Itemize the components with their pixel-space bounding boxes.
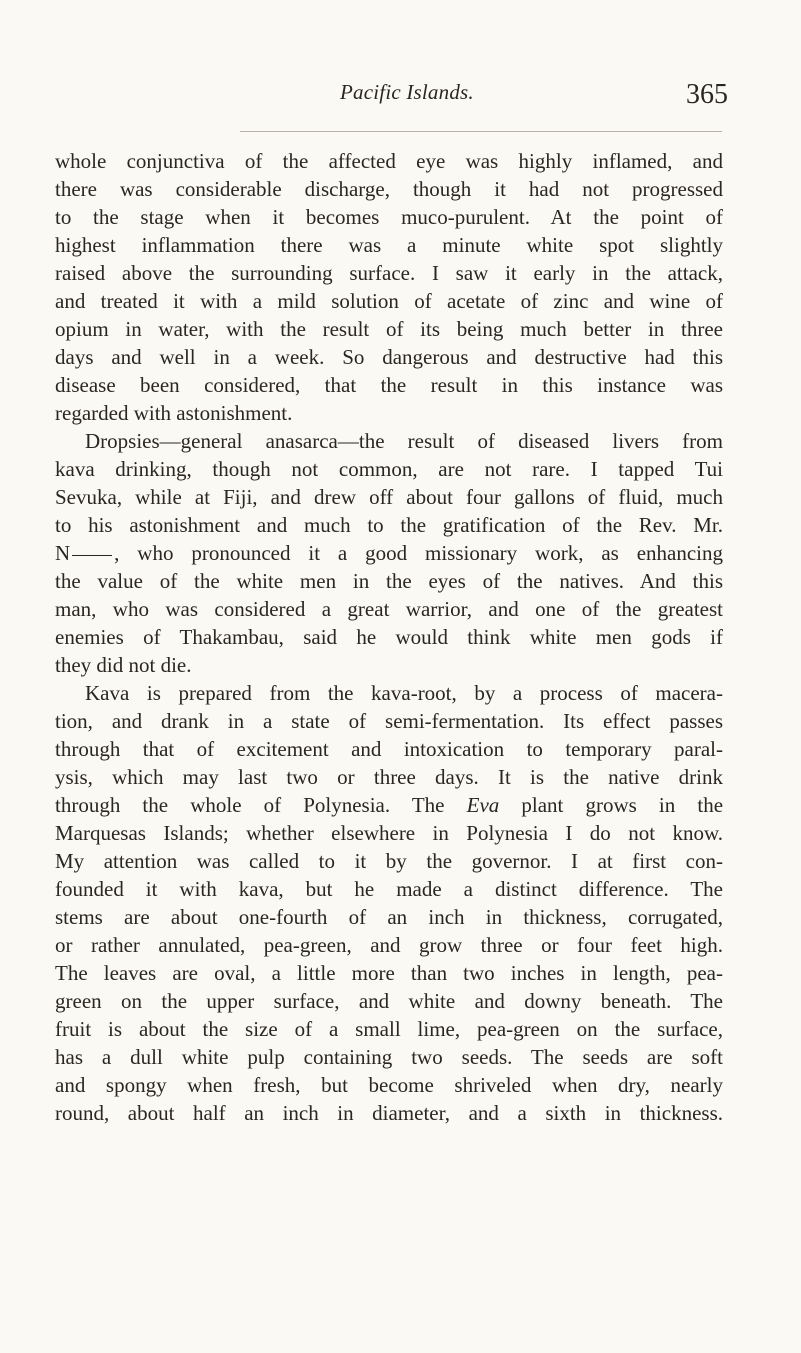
text-line: highest inflammation there was a minute white spot slightly (55, 233, 723, 257)
running-head (0, 74, 801, 120)
text-line: stems are about one-fourth of an inch in thickness, corrugated, (55, 905, 723, 929)
text-line: or rather annulated, pea-green, and grow three or four feet high. (55, 933, 723, 957)
text-line: days and well in a week. So dangerous and destructive had this (55, 345, 723, 369)
text-line: to his astonishment and much to the gratification of the Rev. Mr. (55, 513, 723, 537)
text-line: whole conjunctiva of the affected eye was highly inflamed, and (55, 149, 723, 173)
initial-n: N (55, 541, 71, 565)
page-number: 365 (686, 79, 728, 110)
dash-blank (72, 555, 112, 556)
text-line: has a dull white pulp containing two seeds. The seeds are soft (55, 1045, 723, 1069)
text-fragment: , who pronounced it a good missionary work, as enhancing (114, 541, 723, 565)
text-line-with-italic (55, 791, 723, 819)
text-line-with-blank (55, 539, 723, 567)
text-fragment: through the whole of Polynesia. The (55, 793, 445, 817)
text-line: ysis, which may last two or three days. It is the native drink (55, 765, 723, 789)
text-line: raised above the surrounding surface. I saw it early in the attack, (55, 261, 723, 285)
text-line: and spongy when fresh, but become shriveled when dry, nearly (55, 1073, 723, 1097)
text-line: to the stage when it becomes muco-purulent. At the point of (55, 205, 723, 229)
text-line: tion, and drank in a state of semi-fermentation. Its effect passes (55, 709, 723, 733)
text-line: round, about half an inch in diameter, and a sixth in thickness. (55, 1101, 723, 1125)
header-rule (240, 131, 722, 132)
text-line: The leaves are oval, a little more than two inches in length, pea- (55, 961, 723, 985)
text-line: through that of excitement and intoxication to temporary paral- (55, 737, 723, 761)
text-line: Sevuka, while at Fiji, and drew off about four gallons of fluid, much (55, 485, 723, 509)
text-line: disease been considered, that the result in this instance was (55, 373, 723, 397)
text-line: kava drinking, though not common, are not rare. I tapped Tui (55, 457, 723, 481)
text-line: there was considerable discharge, though it had not progressed (55, 177, 723, 201)
text-line: founded it with kava, but he made a distinct difference. The (55, 877, 723, 901)
text-line: man, who was considered a great warrior, and one of the greatest (55, 597, 723, 621)
text-line: Dropsies—general anasarca—the result of diseased livers from (85, 429, 723, 453)
text-line: and treated it with a mild solution of acetate of zinc and wine of (55, 289, 723, 313)
text-line: they did not die. (55, 653, 192, 677)
text-line: regarded with astonishment. (55, 401, 293, 425)
text-line: the value of the white men in the eyes of the natives. And this (55, 569, 723, 593)
text-line: opium in water, with the result of its being much better in three (55, 317, 723, 341)
body-text (55, 147, 723, 1127)
text-line: fruit is about the size of a small lime, pea-green on the surface, (55, 1017, 723, 1041)
text-line: enemies of Thakambau, said he would think white men gods if (55, 625, 723, 649)
running-title: Pacific Islands. (340, 80, 474, 104)
text-line: Marquesas Islands; whether elsewhere in Polynesia I do not know. (55, 821, 723, 845)
text-line: My attention was called to it by the governor. I at first con- (55, 849, 723, 873)
italic-plant-name: Eva (466, 793, 500, 817)
text-line: green on the upper surface, and white and downy beneath. The (55, 989, 723, 1013)
text-line: Kava is prepared from the kava-root, by a process of macera- (85, 681, 723, 705)
text-fragment: plant grows in the (521, 793, 724, 817)
